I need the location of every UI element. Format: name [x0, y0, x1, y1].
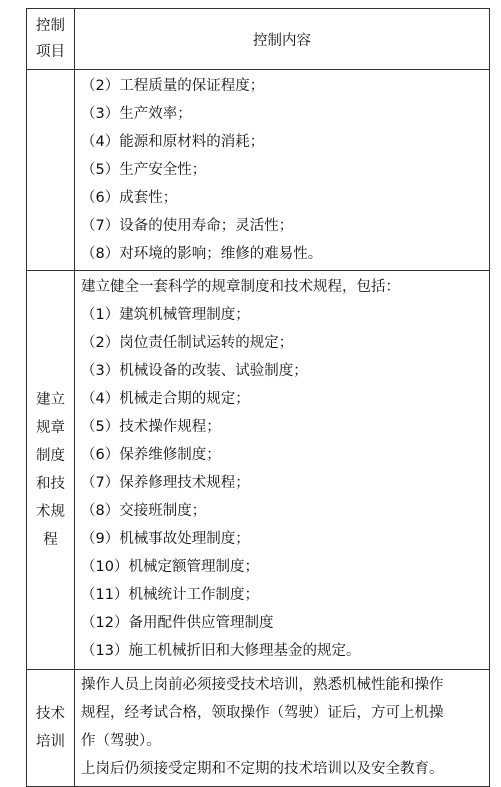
header-control-content: 控制内容 — [75, 9, 490, 70]
table-row-section1 — [27, 70, 490, 271]
label-line: 术规 — [36, 504, 65, 520]
header-col1-line: 控制 — [36, 18, 65, 34]
list-item: （2）岗位责任制试运转的规定； — [81, 335, 294, 351]
list-item: （12）备用配件供应管理制度 — [81, 615, 274, 631]
section1-label-cell — [27, 70, 75, 271]
list-item: （3）生产效率； — [81, 106, 192, 122]
list-item: （8）对环境的影响；维修的难易性。 — [81, 246, 323, 262]
list-item: （11）机械统计工作制度； — [81, 587, 259, 603]
list-item: （1）建筑机械管理制度； — [81, 307, 250, 323]
list-item: （5）生产安全性； — [81, 162, 207, 178]
section2-content — [75, 271, 490, 670]
control-table — [26, 8, 490, 787]
list-item: （6）保养维修制度； — [81, 447, 221, 463]
list-item: （9）机械事故处理制度； — [81, 531, 250, 547]
table-row-section2 — [27, 271, 490, 670]
list-item: （13）施工机械折旧和大修理基金的规定。 — [81, 643, 361, 659]
list-item: （3）机械设备的改装、试验制度； — [81, 363, 308, 379]
list-item: （8）交接班制度； — [81, 503, 207, 519]
label-line: 程 — [43, 532, 58, 548]
section3-content — [75, 670, 490, 787]
header-control-item — [27, 9, 75, 70]
label-line: 技术 — [36, 706, 65, 722]
list-item: （4）能源和原材料的消耗； — [81, 134, 265, 150]
header-col1-line: 项目 — [36, 44, 65, 60]
table-header-row — [27, 9, 490, 70]
label-line: 和技 — [36, 476, 65, 492]
label-line: 制度 — [36, 448, 65, 464]
section3-label — [27, 670, 75, 787]
list-item: （2）工程质量的保证程度； — [81, 78, 265, 94]
list-item: （7）设备的使用寿命；灵活性； — [81, 218, 294, 234]
section2-label — [27, 271, 75, 670]
label-line: 规章 — [36, 420, 65, 436]
paragraph-line: 作（驾驶）。 — [81, 733, 161, 749]
paragraph-line: 规程，经考试合格，领取操作（驾驶）证后，方可上机操 — [81, 705, 444, 721]
list-item: （7）保养修理技术规程； — [81, 475, 250, 491]
paragraph-line: 操作人员上岗前必须接受技术培训，熟悉机械性能和操作 — [81, 677, 444, 693]
list-item: （10）机械定额管理制度； — [81, 559, 259, 575]
list-item: （6）成套性； — [81, 190, 178, 206]
paragraph-line: 上岗后仍须接受定期和不定期的技术培训以及安全教育。 — [81, 761, 444, 777]
section2-intro: 建立健全一套科学的规章制度和技术规程，包括： — [81, 279, 400, 295]
section1-content — [75, 70, 490, 271]
list-item: （5）技术操作规程； — [81, 419, 221, 435]
label-line: 建立 — [36, 392, 65, 408]
label-line: 培训 — [36, 734, 65, 750]
table-row-section3 — [27, 670, 490, 787]
list-item: （4）机械走合期的规定； — [81, 391, 250, 407]
